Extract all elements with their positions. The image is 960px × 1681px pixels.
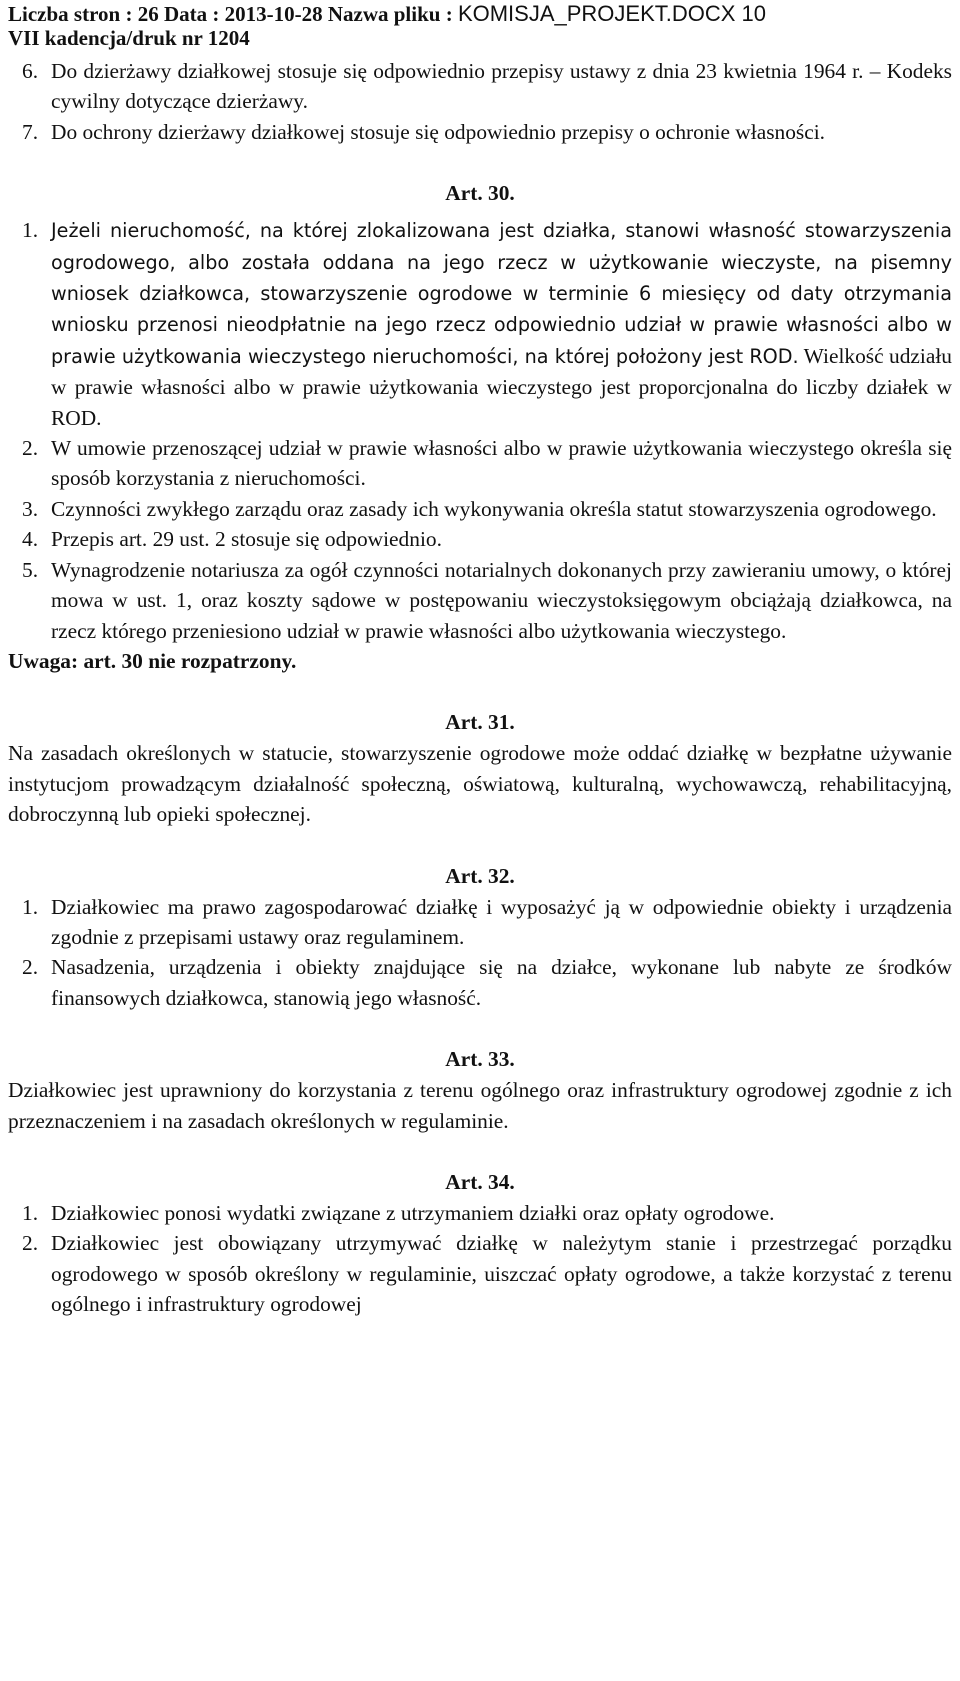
list-item [8,56,952,117]
item-text-tail: Wielkość udziału w prawie własności albo w prawie użytkowania wieczystego jest proporcjonalna do liczby działek w ROD. [51,343,952,430]
header-meta: Liczba stron : 26 Data : 2013-10-28 Nazwa pliku : [8,2,453,26]
article-paragraph: Na zasadach określonych w statucie, stowarzyszenie ogrodowe może oddać działkę w bezpłatne używanie instytucjom prowadzącym działalność społeczną, oświatową, kulturalną, wychowawczą, rehabilitacyjną, dobroczynną lub opieki społecznej. [8,741,952,827]
item-number: 1. [22,1200,39,1225]
item-text: Czynności zwykłego zarządu oraz zasady ich wykonywania określa statut stowarzyszenia ogrodowego. [51,496,937,521]
document-body [8,56,952,1320]
article-paragraph: Działkowiec jest uprawniony do korzystania z terenu ogólnego oraz infrastruktury ogrodowej zgodnie z ich przeznaczeniem i na zasadach określonych w regulaminie. [8,1078,952,1133]
list-item [8,433,952,494]
item-text: Działkowiec jest obowiązany utrzymywać działkę w należytym stanie i przestrzegać porządku ogrodowego w sposób określony w regulaminie, uiszczać opłaty ogrodowe, a także korzystać z terenu ogólnego i infrastruktury ogrodowej [51,1231,952,1317]
list-item [8,1228,952,1319]
list-item [8,952,952,1013]
document-header [8,2,952,50]
item-number: 2. [22,955,39,980]
item-text: Wynagrodzenie notariusza za ogół czynności notarialnych dokonanych przy zawieraniu umowy, o której mowa w ust. 1, oraz koszty sądowe w postępowaniu wieczystoksięgowym obciążają działkowca, na rzecz którego przeniesiono udział w prawie własności albo użytkowania wieczystego. [51,557,952,643]
item-number: 4. [22,527,39,552]
item-number: 2. [22,436,39,461]
header-line-1 [8,2,952,26]
list-item [8,892,952,953]
item-number: 2. [22,1231,39,1256]
item-text: Przepis art. 29 ust. 2 stosuje się odpowiednio. [51,527,442,552]
article-title: Art. 31. [445,710,515,735]
article-title: Art. 34. [445,1169,515,1194]
article-title: Art. 30. [445,181,515,206]
list-item [8,215,952,433]
item-text: Do dzierżawy działkowej stosuje się odpowiednio przepisy ustawy z dnia 23 kwietnia 1964 r. – Kodeks cywilny dotyczące dzierżawy. [51,59,952,114]
item-number: 1. [22,894,39,919]
item-text: Działkowiec ma prawo zagospodarować działkę i wyposażyć ją w odpowiednie obiekty i urządzenia zgodnie z przepisami ustawy oraz regulaminem. [51,894,952,949]
list-item [8,1198,952,1228]
list-item [8,555,952,646]
list-item [8,117,952,147]
item-number: 7. [22,119,39,144]
list-item [8,494,952,524]
review-note: Uwaga: art. 30 nie rozpatrzony. [8,648,297,673]
article-title: Art. 33. [445,1047,515,1072]
list-item [8,524,952,554]
item-number: 5. [22,557,39,582]
item-text: Jeżeli nieruchomość, na której zlokalizowana jest działka, stanowi własność stowarzyszenia ogrodowego, albo została oddana na jego rzecz w użytkowanie wieczyste, na pisemny wniosek działkowca, stowarzyszenie ogrodowe w terminie 6 miesięcy od daty otrzymania wniosku przenosi nieodpłatnie na jego rzecz odpowiednio udział w prawie własności albo w prawie użytkowania wieczystego nieruchomości, na której położony jest ROD. [51,219,952,368]
item-text: Działkowiec ponosi wydatki związane z utrzymaniem działki oraz opłaty ogrodowe. [51,1200,775,1225]
item-number: 1. [22,218,39,243]
item-number: 6. [22,59,39,83]
item-text: Do ochrony dzierżawy działkowej stosuje się odpowiednio przepisy o ochronie własności. [51,119,826,144]
header-filename: KOMISJA_PROJEKT.DOCX 10 [457,1,767,26]
item-text: Nasadzenia, urządzenia i obiekty znajdujące się na działce, wykonane lub nabyte ze środków finansowych działkowca, stanowią jego własność. [51,955,952,1010]
header-line-2: VII kadencja/druk nr 1204 [8,26,250,50]
item-number: 3. [22,496,39,521]
article-title: Art. 32. [445,863,515,888]
item-text: W umowie przenoszącej udział w prawie własności albo w prawie użytkowania wieczystego określa się sposób korzystania z nieruchomości. [51,436,952,491]
